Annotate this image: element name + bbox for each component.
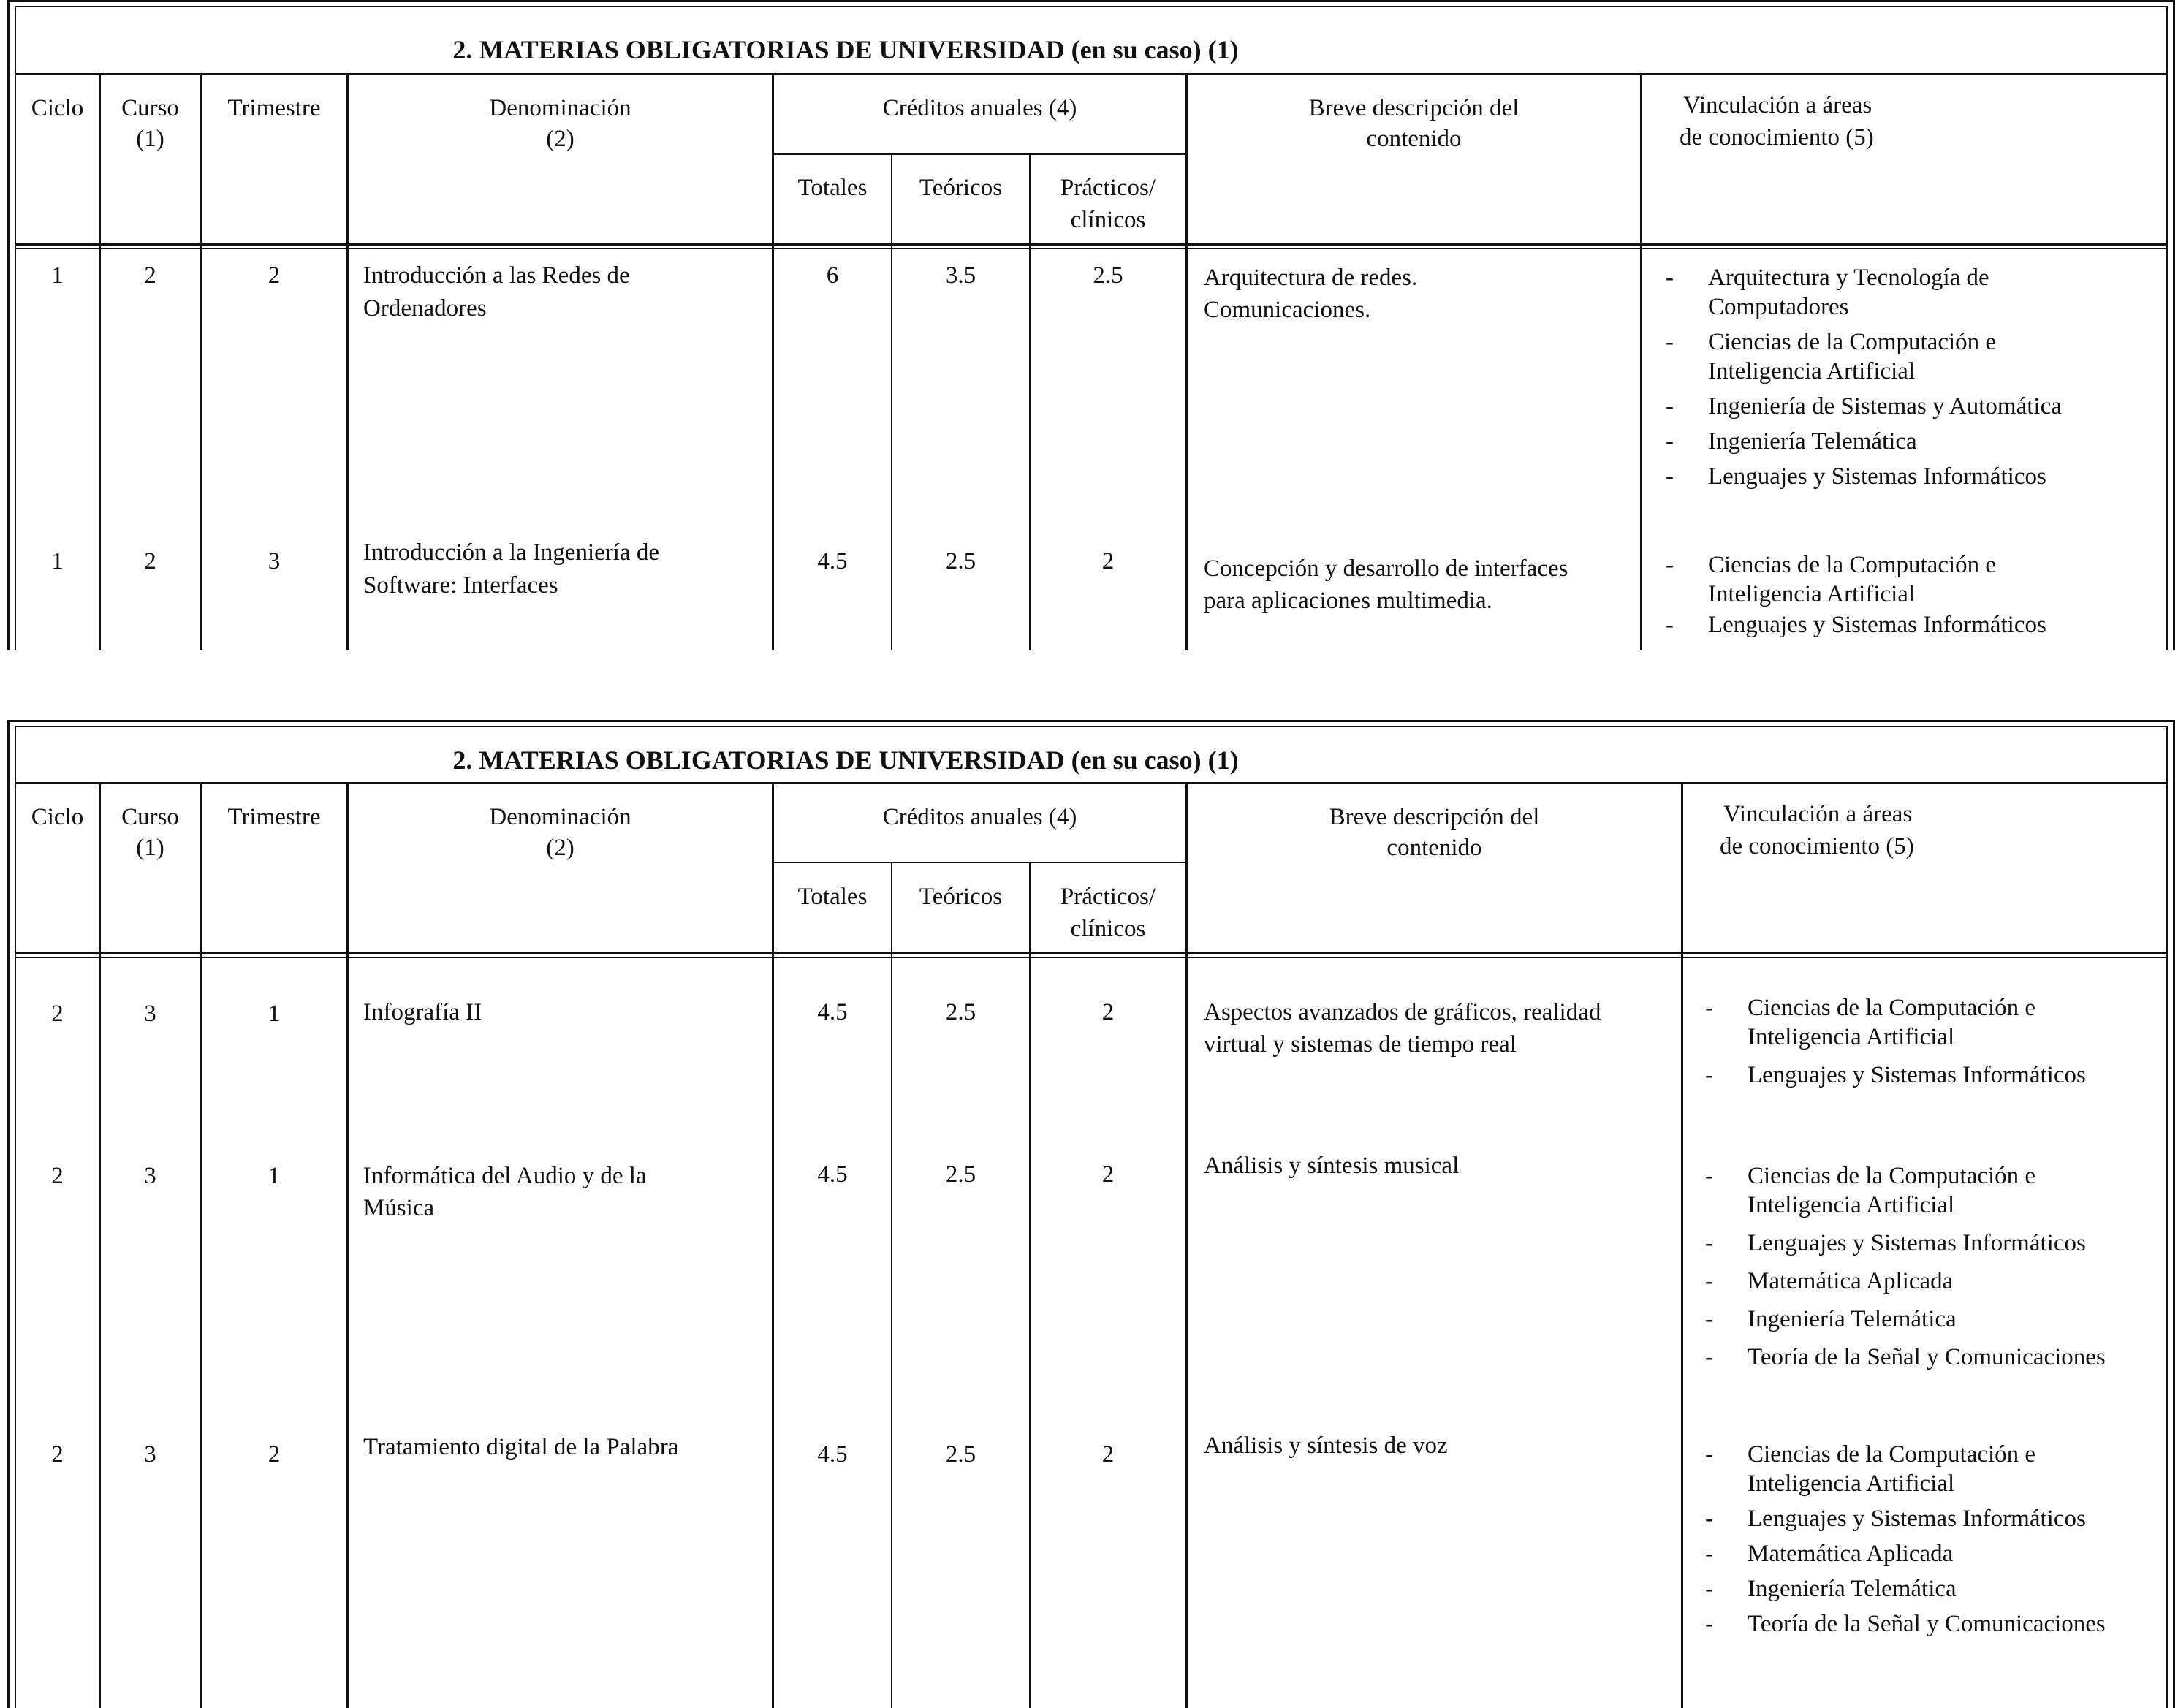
cell-teoricos: 3.5: [945, 262, 976, 289]
header-divider: [15, 957, 2168, 958]
cell-descripcion: virtual y sistemas de tiempo real: [1204, 1031, 1517, 1058]
areas-list: [1698, 993, 2086, 1090]
header-descripcion: contenido: [1386, 835, 1482, 861]
header-totales: Totales: [797, 175, 868, 201]
table-border: [2173, 720, 2175, 1708]
table-border: [15, 726, 16, 1708]
cell-ciclo: 1: [51, 548, 64, 574]
header-practicos: Prácticos/: [1060, 175, 1156, 201]
cell-denominacion: Ordenadores: [363, 295, 487, 322]
cell-denominacion: Introducción a la Ingeniería de: [363, 539, 659, 566]
table-border: [2166, 6, 2168, 650]
header-practicos: Prácticos/: [1060, 884, 1156, 910]
cell-totales: 4.5: [817, 548, 848, 574]
list-item: - Lenguajes y Sistemas Informáticos: [1666, 463, 2046, 490]
header-teoricos: Teóricos: [919, 175, 1003, 201]
areas-list: [1698, 1440, 2106, 1639]
list-item: - Ingeniería Telemática: [1705, 1306, 1957, 1332]
header-vinculacion: Vinculación a áreas: [1723, 801, 1913, 827]
header-vinculacion: de conocimiento (5): [1720, 833, 1914, 859]
header-trimestre: Trimestre: [227, 95, 321, 121]
list-item: - Arquitectura y Tecnología de Computadores: [1666, 265, 1989, 320]
table-border: [2173, 0, 2175, 650]
header-practicos: clínicos: [1070, 207, 1146, 233]
column-divider: [1185, 73, 1188, 650]
cell-curso: 3: [144, 1163, 156, 1189]
list-item: - Ingeniería Telemática: [1666, 428, 1917, 455]
list-item: - Lenguajes y Sistemas Informáticos: [1705, 1506, 2086, 1532]
cell-ciclo: 1: [51, 262, 64, 289]
areas-list: [1698, 1161, 2106, 1372]
cell-trimestre: 1: [267, 1163, 281, 1189]
column-divider: [772, 782, 774, 1708]
list-item: - Lenguajes y Sistemas Informáticos: [1705, 1062, 2086, 1088]
cell-curso: 3: [144, 1001, 156, 1027]
header-curso-note: (1): [136, 126, 164, 152]
areas-list: [1658, 550, 2046, 639]
header-teoricos: Teóricos: [919, 884, 1003, 910]
cell-descripcion: Análisis y síntesis musical: [1204, 1153, 1460, 1179]
cell-trimestre: 1: [267, 1001, 281, 1027]
column-divider: [346, 73, 349, 650]
cell-denominacion: Informática del Audio y de la: [363, 1163, 647, 1189]
cell-trimestre: 2: [267, 1441, 281, 1468]
header-curso: Curso: [121, 804, 179, 830]
credits-divider: [773, 153, 1186, 155]
cell-ciclo: 2: [51, 1163, 64, 1189]
subjects-table-2: [0, 720, 2178, 1708]
table-title: 2. MATERIAS OBLIGATORIAS DE UNIVERSIDAD (en su caso) (1): [452, 35, 1239, 64]
cell-ciclo: 2: [51, 1001, 64, 1027]
header-curso-note: (1): [136, 835, 164, 861]
cell-teoricos: 2.5: [945, 999, 976, 1025]
header-creditos: Créditos anuales (4): [882, 804, 1077, 830]
header-divider: [15, 952, 2168, 954]
column-divider: [1029, 862, 1031, 1708]
cell-descripcion: Arquitectura de redes.: [1204, 265, 1418, 291]
cell-totales: 4.5: [817, 1161, 848, 1188]
list-item: - Ingeniería Telemática: [1705, 1576, 1957, 1602]
cell-totales: 4.5: [817, 1441, 848, 1468]
table-border: [2166, 726, 2168, 1708]
header-divider: [15, 243, 2168, 246]
table-border: [15, 6, 2168, 7]
header-ciclo: Ciclo: [31, 95, 84, 121]
header-descripcion: Breve descripción del: [1329, 804, 1540, 830]
cell-practicos: 2: [1101, 1161, 1115, 1188]
list-item: - Ciencias de la Computación e Inteligencia Artificial: [1705, 995, 2036, 1050]
credits-divider: [773, 862, 1186, 863]
header-denominacion: Denominación: [489, 804, 631, 830]
cell-descripcion: Concepción y desarrollo de interfaces: [1204, 555, 1568, 582]
column-divider: [891, 862, 892, 1708]
list-item: - Ciencias de la Computación e Inteligencia Artificial: [1666, 329, 1997, 384]
cell-denominacion: Música: [363, 1195, 435, 1221]
header-curso: Curso: [121, 95, 179, 121]
cell-ciclo: 2: [51, 1441, 64, 1468]
cell-curso: 2: [144, 548, 156, 574]
cell-denominacion: Introducción a las Redes de: [363, 262, 630, 289]
header-vinculacion: Vinculación a áreas: [1683, 92, 1872, 118]
header-divider: [15, 248, 2168, 249]
cell-descripcion: Comunicaciones.: [1204, 297, 1371, 323]
cell-descripcion: para aplicaciones multimedia.: [1204, 588, 1492, 614]
cell-totales: 6: [826, 262, 839, 289]
list-item: - Teoría de la Señal y Comunicaciones: [1705, 1344, 2106, 1370]
subjects-table-1: [0, 0, 2178, 658]
list-item: - Ciencias de la Computación e Inteligencia Artificial: [1666, 552, 1997, 607]
table-border: [15, 726, 2168, 727]
cell-curso: 2: [144, 262, 156, 289]
column-divider: [200, 782, 202, 1708]
cell-teoricos: 2.5: [945, 1441, 976, 1468]
column-divider: [99, 782, 101, 1708]
header-trimestre: Trimestre: [227, 804, 321, 830]
header-denominacion-note: (2): [546, 126, 574, 152]
list-item: - Teoría de la Señal y Comunicaciones: [1705, 1611, 2106, 1637]
header-denominacion: Denominación: [489, 95, 631, 121]
title-divider: [15, 782, 2168, 784]
list-item: - Ciencias de la Computación e Inteligencia Artificial: [1705, 1163, 2036, 1218]
cell-practicos: 2: [1101, 999, 1115, 1025]
header-denominacion-note: (2): [546, 835, 574, 861]
cell-practicos: 2: [1101, 548, 1115, 574]
list-item: - Matemática Aplicada: [1705, 1541, 1954, 1567]
areas-list: [1658, 263, 2062, 491]
header-creditos: Créditos anuales (4): [882, 95, 1077, 121]
cell-trimestre: 2: [267, 262, 281, 289]
cell-practicos: 2.5: [1093, 262, 1123, 289]
cell-denominacion: Infografía II: [363, 999, 482, 1025]
header-vinculacion: de conocimiento (5): [1680, 124, 1874, 151]
column-divider: [1640, 73, 1642, 650]
list-item: - Ciencias de la Computación e Inteligencia Artificial: [1705, 1441, 2036, 1497]
cell-trimestre: 3: [267, 548, 281, 574]
column-divider: [1681, 782, 1683, 1708]
cell-teoricos: 2.5: [945, 1161, 976, 1188]
table-border: [7, 720, 10, 1708]
list-item: - Ingeniería de Sistemas y Automática: [1666, 393, 2062, 420]
title-divider: [15, 73, 2168, 75]
cell-denominacion: Tratamiento digital de la Palabra: [363, 1434, 679, 1460]
table-border: [7, 0, 10, 650]
table-border: [7, 720, 2175, 722]
cell-denominacion: Software: Interfaces: [363, 572, 558, 599]
column-divider: [1185, 782, 1188, 1708]
table-title: 2. MATERIAS OBLIGATORIAS DE UNIVERSIDAD (en su caso) (1): [452, 745, 1239, 775]
list-item: - Lenguajes y Sistemas Informáticos: [1666, 612, 2046, 638]
cell-totales: 4.5: [817, 999, 848, 1025]
header-descripcion: Breve descripción del: [1308, 95, 1519, 121]
header-practicos: clínicos: [1070, 916, 1146, 942]
header-descripcion: contenido: [1366, 126, 1462, 152]
cell-descripcion: Análisis y síntesis de voz: [1204, 1432, 1448, 1459]
cell-practicos: 2: [1101, 1441, 1115, 1468]
column-divider: [891, 153, 892, 650]
table-border: [7, 0, 2175, 2]
header-ciclo: Ciclo: [31, 804, 84, 830]
cell-descripcion: Aspectos avanzados de gráficos, realidad: [1204, 999, 1601, 1025]
column-divider: [346, 782, 349, 1708]
list-item: - Matemática Aplicada: [1705, 1268, 1954, 1294]
cell-teoricos: 2.5: [945, 548, 976, 574]
list-item: - Lenguajes y Sistemas Informáticos: [1705, 1230, 2086, 1256]
cell-curso: 3: [144, 1441, 156, 1468]
header-totales: Totales: [797, 884, 868, 910]
